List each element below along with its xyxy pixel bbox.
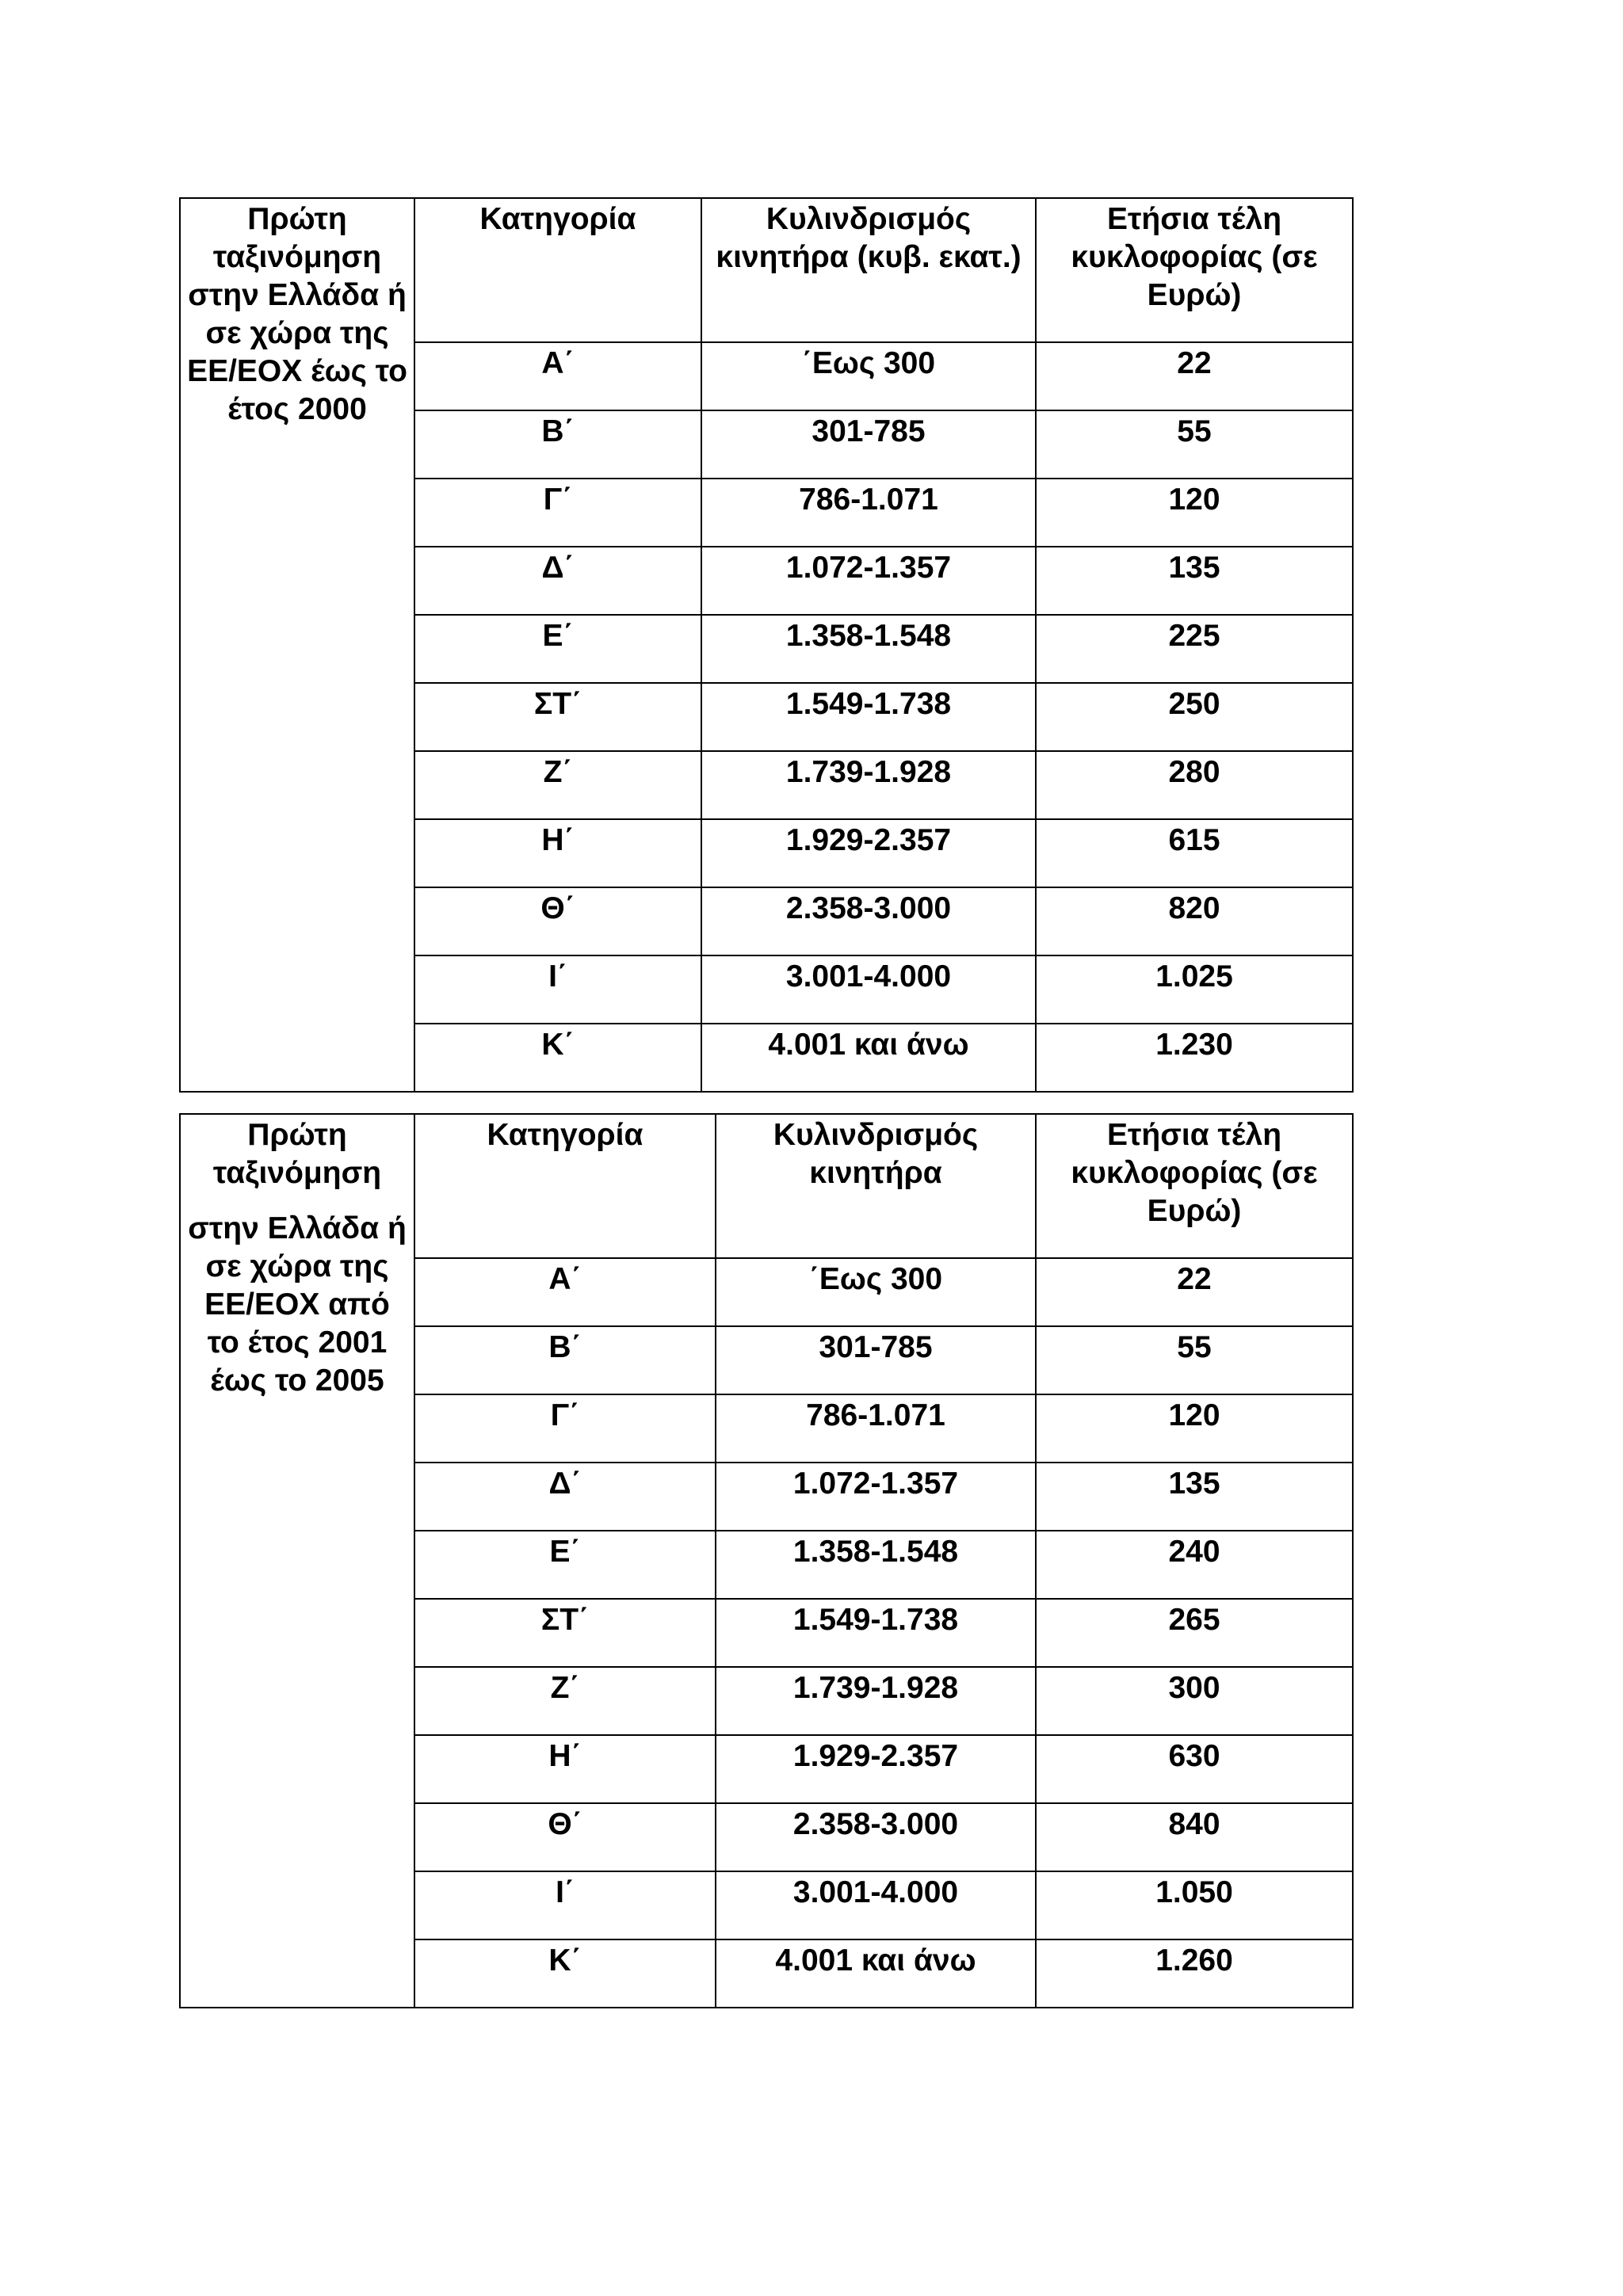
category-cell: Γ΄ — [414, 1394, 716, 1463]
category-cell: Δ΄ — [414, 1463, 716, 1531]
registration-period-cell — [180, 1114, 414, 2008]
header-category: Κατηγορία — [414, 1114, 716, 1258]
table-header-row — [180, 198, 1353, 342]
displacement-cell: 1.549-1.738 — [701, 683, 1036, 751]
fee-cell: 55 — [1036, 410, 1353, 479]
category-cell: ΣΤ΄ — [414, 683, 701, 751]
category-cell: Ε΄ — [414, 615, 701, 683]
category-cell: Α΄ — [414, 342, 701, 410]
displacement-cell: 3.001-4.000 — [716, 1871, 1036, 1939]
displacement-cell: 1.739-1.928 — [701, 751, 1036, 819]
category-cell: Η΄ — [414, 1735, 716, 1803]
fee-cell: 1.025 — [1036, 955, 1353, 1024]
fee-cell: 1.230 — [1036, 1024, 1353, 1092]
table-header-row — [180, 1114, 1353, 1258]
fee-cell: 22 — [1036, 342, 1353, 410]
displacement-cell: 4.001 και άνω — [701, 1024, 1036, 1092]
fee-cell: 135 — [1036, 547, 1353, 615]
fee-cell: 55 — [1036, 1326, 1353, 1394]
fee-cell: 630 — [1036, 1735, 1353, 1803]
displacement-cell: 1.358-1.548 — [716, 1531, 1036, 1599]
displacement-cell: ΄Εως 300 — [716, 1258, 1036, 1326]
displacement-cell: 1.072-1.357 — [701, 547, 1036, 615]
category-cell: Κ΄ — [414, 1939, 716, 2008]
category-cell: Δ΄ — [414, 547, 701, 615]
header-category: Κατηγορία — [414, 198, 701, 342]
category-cell: Θ΄ — [414, 887, 701, 955]
fee-cell: 840 — [1036, 1803, 1353, 1871]
displacement-cell: 1.739-1.928 — [716, 1667, 1036, 1735]
registration-period-label-line1: Πρώτη ταξινόμηση — [212, 1118, 382, 1190]
displacement-cell: 2.358-3.000 — [716, 1803, 1036, 1871]
category-cell: Θ΄ — [414, 1803, 716, 1871]
displacement-cell: 1.549-1.738 — [716, 1599, 1036, 1667]
displacement-cell: 301-785 — [716, 1326, 1036, 1394]
registration-period-label: Πρώτη ταξινόμηση στην Ελλάδα ή σε χώρα της ΕΕ/ΕΟΧ έως το έτος 2000 — [187, 202, 407, 426]
fee-cell: 135 — [1036, 1463, 1353, 1531]
registration-period-label-line2: στην Ελλάδα ή σε χώρα της ΕΕ/ΕΟΧ από το έτος 2001 έως το 2005 — [188, 1211, 407, 1398]
fee-cell: 820 — [1036, 887, 1353, 955]
category-cell: Κ΄ — [414, 1024, 701, 1092]
displacement-cell: 1.929-2.357 — [716, 1735, 1036, 1803]
displacement-cell: 786-1.071 — [701, 479, 1036, 547]
category-cell: Α΄ — [414, 1258, 716, 1326]
displacement-cell: 2.358-3.000 — [701, 887, 1036, 955]
category-cell: ΣΤ΄ — [414, 1599, 716, 1667]
displacement-cell: 3.001-4.000 — [701, 955, 1036, 1024]
fee-cell: 300 — [1036, 1667, 1353, 1735]
fees-table-until-2000 — [179, 197, 1354, 1093]
category-cell: Ε΄ — [414, 1531, 716, 1599]
category-cell: Ι΄ — [414, 1871, 716, 1939]
header-annual-fee: Ετήσια τέλη κυκλοφορίας (σε Ευρώ) — [1036, 1114, 1353, 1258]
category-cell: Β΄ — [414, 1326, 716, 1394]
fee-cell: 280 — [1036, 751, 1353, 819]
displacement-cell: 1.072-1.357 — [716, 1463, 1036, 1531]
category-cell: Η΄ — [414, 819, 701, 887]
fee-cell: 120 — [1036, 1394, 1353, 1463]
displacement-cell: 4.001 και άνω — [716, 1939, 1036, 2008]
category-cell: Ι΄ — [414, 955, 701, 1024]
fee-cell: 22 — [1036, 1258, 1353, 1326]
fee-cell: 265 — [1036, 1599, 1353, 1667]
fee-cell: 250 — [1036, 683, 1353, 751]
registration-period-cell — [180, 198, 414, 1092]
displacement-cell: 1.929-2.357 — [701, 819, 1036, 887]
displacement-cell: 301-785 — [701, 410, 1036, 479]
fee-cell: 225 — [1036, 615, 1353, 683]
displacement-cell: ΄Εως 300 — [701, 342, 1036, 410]
fee-cell: 240 — [1036, 1531, 1353, 1599]
header-displacement: Κυλινδρισμός κινητήρα (κυβ. εκατ.) — [701, 198, 1036, 342]
header-displacement: Κυλινδρισμός κινητήρα — [716, 1114, 1036, 1258]
category-cell: Ζ΄ — [414, 1667, 716, 1735]
fee-cell: 120 — [1036, 479, 1353, 547]
category-cell: Ζ΄ — [414, 751, 701, 819]
header-annual-fee: Ετήσια τέλη κυκλοφορίας (σε Ευρώ) — [1036, 198, 1353, 342]
displacement-cell: 1.358-1.548 — [701, 615, 1036, 683]
category-cell: Γ΄ — [414, 479, 701, 547]
category-cell: Β΄ — [414, 410, 701, 479]
fee-cell: 1.050 — [1036, 1871, 1353, 1939]
displacement-cell: 786-1.071 — [716, 1394, 1036, 1463]
fee-cell: 1.260 — [1036, 1939, 1353, 2008]
fees-table-2001-2005 — [179, 1113, 1354, 2008]
fee-cell: 615 — [1036, 819, 1353, 887]
